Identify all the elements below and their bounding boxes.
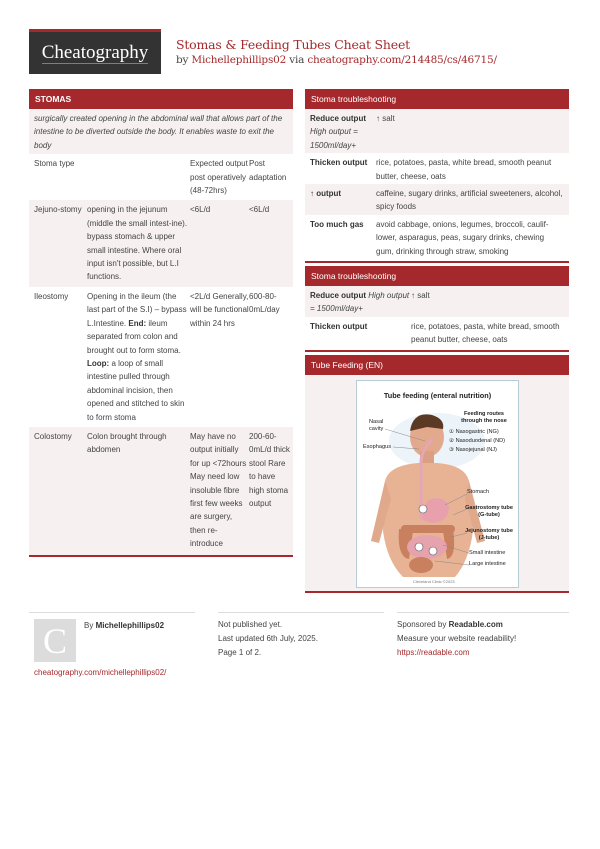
stoma-type: Jejuno-stomy <box>34 205 82 215</box>
row-label <box>310 187 376 214</box>
label-small-intestine: Small intestine <box>469 550 506 556</box>
stoma-description <box>87 290 190 424</box>
figure-credit: Cleveland Clinic ©2023 <box>413 579 455 584</box>
stoma-troubleshooting-panel <box>305 89 569 263</box>
label: Reduce output <box>310 291 366 300</box>
title-block <box>176 37 497 66</box>
label: Thicken output <box>310 321 368 331</box>
row-value: avoid cabbage, onions, legumes, broccoli, caulif-lower, asparagus, peas, sugary drinks, chewing gum, drinking through straw, smoking <box>376 219 549 256</box>
footer-author-name[interactable]: Michellephillips02 <box>95 621 165 630</box>
label-routes-title: Feeding routes through the nose <box>461 411 507 424</box>
sponsor-name[interactable]: Readable.com <box>448 620 503 629</box>
page-number: Page 1 of 2. <box>218 648 262 657</box>
stoma-expected: May have no output initially for up <72hours May need low insoluble fibre first few weeks are surgery, then re-introduce <box>190 431 247 549</box>
panel-title: STOMAS <box>29 89 293 109</box>
by-label: By <box>84 621 96 630</box>
table-row <box>305 109 569 153</box>
row-label <box>310 218 376 258</box>
desc-part: a loop of small intestine pulled through abdominal incision, then opened and stitched to skin to form stoma <box>87 358 185 422</box>
desc-part: ileum separated from colon and brought out to form stoma. <box>87 318 181 355</box>
label-g-tube: Gastrostomy tube (G-tube) <box>465 505 513 518</box>
stoma-type: Colostomy <box>34 431 72 441</box>
desc-part: Opening in the ileum (the last part of the S.I) – bypass L.Intestine. <box>87 291 187 328</box>
label-nasal-cavity: Nasal cavity <box>369 419 384 432</box>
stomas-panel <box>29 89 293 557</box>
row-value: caffeine, sugary drinks, artificial sweeteners, alcohol, spicy foods <box>376 189 563 212</box>
row-label <box>310 112 376 152</box>
stoma-post: 200-60-0mL/d thick stool Rare to have high stoma output <box>249 431 290 508</box>
panel-title: Stoma troubleshooting <box>305 89 569 109</box>
author-link[interactable]: Michellephillips02 <box>191 54 287 66</box>
footer-author <box>29 612 195 682</box>
label-route-nj: ③ Nasojejunal (NJ) <box>449 447 497 453</box>
panel-title: Tube Feeding (EN) <box>305 355 569 375</box>
table-row <box>305 215 569 261</box>
logo-text: Cheatography <box>41 41 149 63</box>
sponsor-link[interactable]: https://readable.com <box>397 648 470 657</box>
loop-label: Loop: <box>87 358 110 368</box>
label: Reduce output <box>310 114 366 123</box>
footer-sponsor <box>397 612 569 660</box>
label: ↑ output <box>310 189 342 199</box>
byline <box>176 54 497 66</box>
label-stomach: Stomach <box>467 489 490 495</box>
table-row <box>305 317 569 350</box>
note: High output = 1500ml/day+ <box>310 291 410 314</box>
table-row <box>29 200 293 286</box>
row-label <box>310 320 411 347</box>
sheet-url-link[interactable]: cheatography.com/214485/cs/46715/ <box>307 54 497 66</box>
col-header-type: Stoma type <box>34 159 75 169</box>
page-title: Stomas & Feeding Tubes Cheat Sheet <box>176 37 410 52</box>
table-row <box>305 184 569 215</box>
row-label <box>310 289 411 316</box>
label-large-intestine: Large intestine <box>469 561 506 567</box>
row-value: ↑ salt <box>376 114 395 123</box>
last-updated: Last updated 6th July, 2025. <box>218 634 318 643</box>
figure-title: Tube feeding (enteral nutrition) <box>383 391 492 400</box>
publish-status: Not published yet. <box>218 620 283 629</box>
stoma-troubleshooting-panel-2 <box>305 266 569 352</box>
table-row <box>305 153 569 184</box>
tube-feeding-illustration <box>356 380 519 588</box>
row-value: rice, potatoes, pasta, white bread, smooth peanut butter, cheese, oats <box>376 158 552 181</box>
col-header-post: Post adaptation <box>249 159 287 182</box>
label: Thicken output <box>310 158 368 168</box>
stoma-type: Ileostomy <box>34 291 69 301</box>
panel-title: Stoma troubleshooting <box>305 266 569 286</box>
table-header-row <box>29 154 293 200</box>
stoma-expected: <2L/d Generally, will be functional within 24 hrs <box>190 291 249 328</box>
row-value: ↑ salt <box>411 291 430 300</box>
stoma-description: Colon brought through abdomen <box>87 431 167 455</box>
stoma-post: <6L/d <box>249 205 270 215</box>
note: High output = 1500ml/day+ <box>310 127 358 150</box>
end-label: End: <box>128 318 147 328</box>
by-prefix: by <box>176 54 192 66</box>
footer-by <box>84 619 164 633</box>
intro-text: surgically created opening in the abdominal wall that allows part of the intestine to be diverted outside the body. It enables waste to exit the body <box>34 114 283 150</box>
via-text: via <box>286 54 308 66</box>
profile-link[interactable]: cheatography.com/michellephillips02/ <box>34 668 167 677</box>
sponsor-tagline: Measure your website readability! <box>397 634 517 643</box>
table-row <box>29 427 293 555</box>
stomas-intro <box>29 109 293 154</box>
sponsor-prefix: Sponsored by <box>397 620 449 629</box>
sponsor-line <box>397 618 569 632</box>
avatar[interactable] <box>34 619 76 662</box>
label-j-tube: Jejunostomy tube (J-tube) <box>465 528 513 541</box>
label-route-ng: ① Nasogastric (NG) <box>449 429 499 435</box>
stoma-expected: <6L/d <box>190 205 211 215</box>
label-route-nd: ② Nasoduodenal (ND) <box>449 438 506 444</box>
table-row <box>29 287 293 427</box>
label: Too much gas <box>310 219 364 229</box>
table-row <box>305 286 569 317</box>
tube-feeding-panel <box>305 355 569 593</box>
row-label <box>310 156 376 183</box>
row-value: rice, potatoes, pasta, white bread, smooth peanut butter, cheese, oats <box>411 321 560 345</box>
col-header-expected: Expected output post operatively (48-72hrs) <box>190 159 248 196</box>
col-header-description <box>87 157 190 197</box>
avatar-letter: C <box>42 620 67 661</box>
stoma-description: opening in the jejunum (middle the small intest-ine). bypass stomach & upper small intestine. Where oral input isn't possible, but L.I functions. <box>87 205 188 282</box>
stoma-post: 600-80-0mL/day <box>249 291 280 315</box>
footer-status <box>218 612 384 660</box>
label-esophagus: Esophagus <box>363 444 391 450</box>
cheatography-logo[interactable] <box>29 29 161 74</box>
